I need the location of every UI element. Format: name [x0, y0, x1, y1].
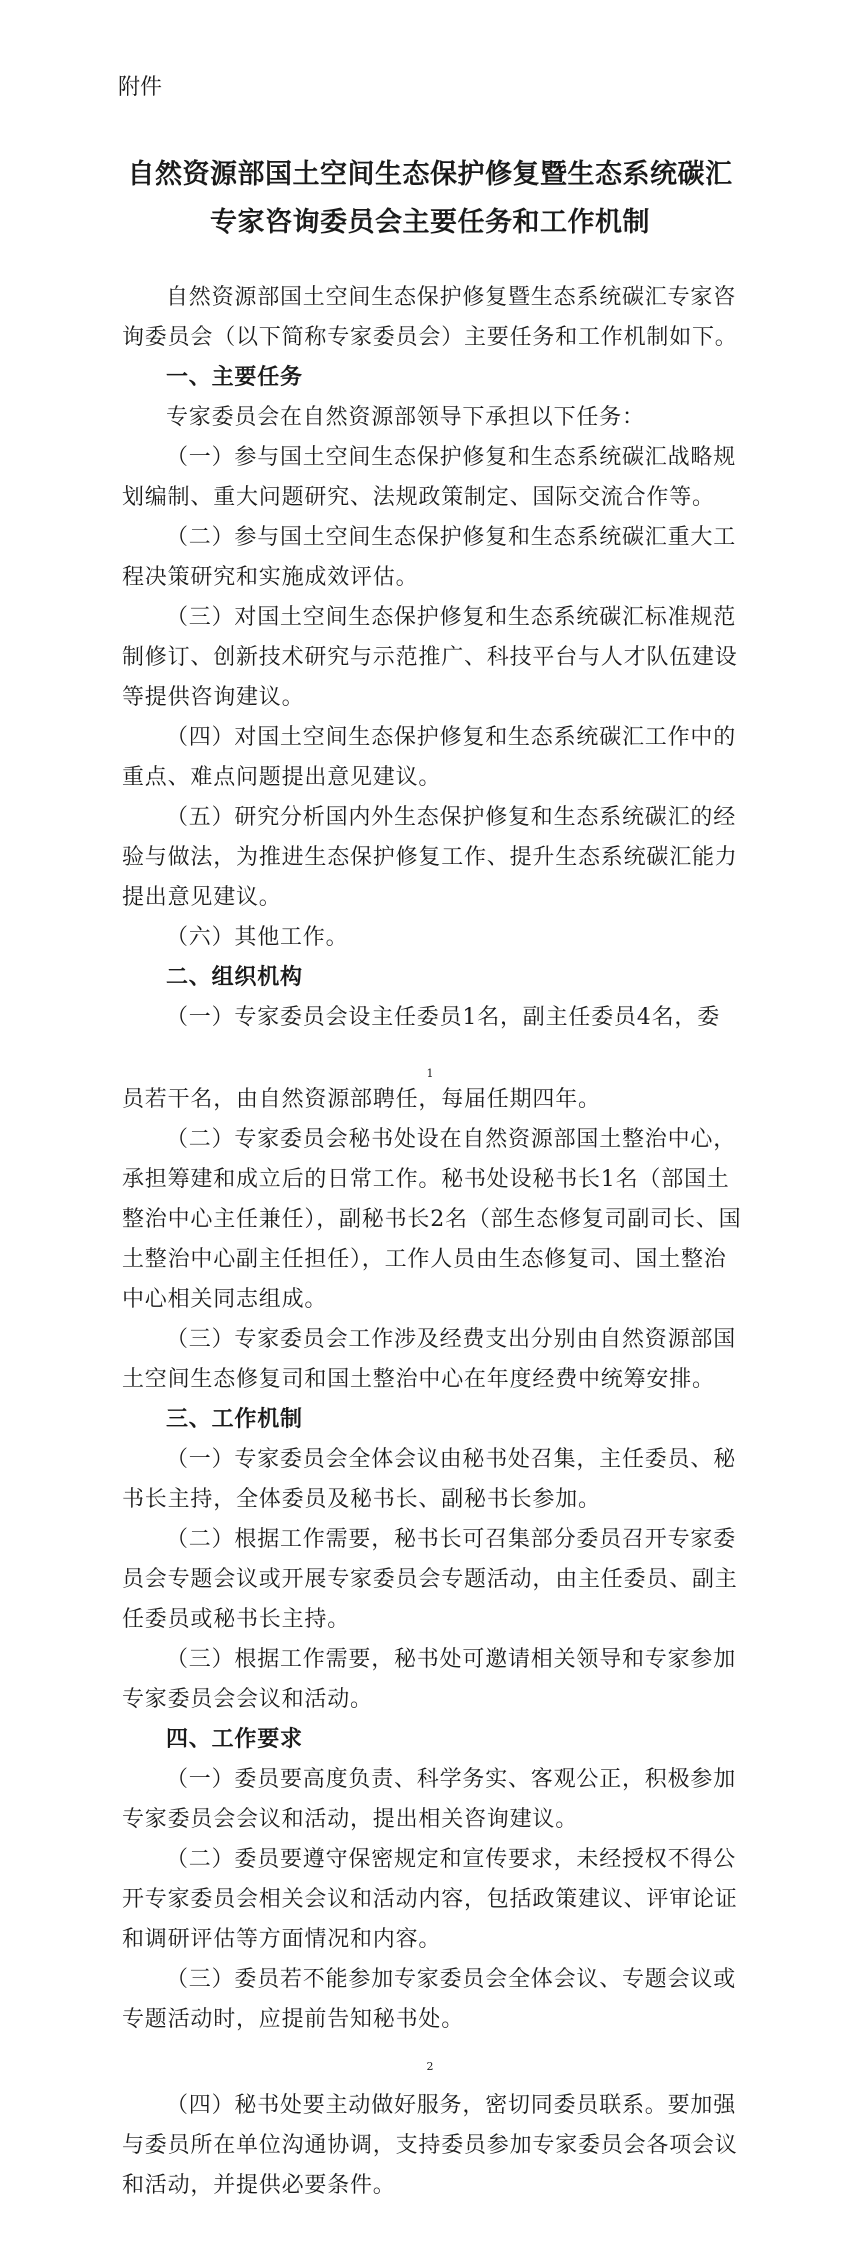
org-item-1-part2: 员若干名，由自然资源部聘任，每届任期四年。 [122, 1087, 601, 1112]
task-item-2: （二）参与国土空间生态保护修复和生态系统碳汇重大工程决策研究和实施成效评估。 [122, 525, 737, 590]
task-item-4: （四）对国土空间生态保护修复和生态系统碳汇工作中的重点、难点问题提出意见建议。 [122, 725, 737, 790]
section-heading-organization: 二、组织机构 [166, 965, 303, 990]
tasks-lead-paragraph: 专家委员会在自然资源部领导下承担以下任务： [166, 405, 645, 430]
body-page3 [122, 2086, 742, 2206]
requirement-item-2: （二）委员要遵守保密规定和宣传要求，未经授权不得公开专家委员会相关会议和活动内容，包括政策建议、评审论证和调研评估等方面情况和内容。 [122, 1847, 738, 1952]
requirement-item-3: （三）委员若不能参加专家委员会全体会议、专题会议或专题活动时，应提前告知秘书处。 [122, 1967, 737, 2032]
body-page1 [122, 278, 742, 1038]
mechanism-item-1: （一）专家委员会全体会议由秘书处召集，主任委员、秘书长主持，全体委员及秘书长、副秘书长参加。 [122, 1447, 737, 1512]
attachment-label: 附件 [118, 75, 163, 100]
mechanism-item-2: （二）根据工作需要，秘书长可召集部分委员召开专家委员会专题会议或开展专家委员会专题活动，由主任委员、副主任委员或秘书长主持。 [122, 1527, 738, 1632]
requirement-item-4: （四）秘书处要主动做好服务，密切同委员联系。要加强与委员所在单位沟通协调，支持委员参加专家委员会各项会议和活动，并提供必要条件。 [122, 2093, 738, 2198]
document-title-line2: 专家咨询委员会主要任务和工作机制 [210, 207, 650, 238]
requirement-item-1: （一）委员要高度负责、科学务实、客观公正，积极参加专家委员会会议和活动，提出相关咨询建议。 [122, 1767, 737, 1832]
mechanism-item-3: （三）根据工作需要，秘书处可邀请相关领导和专家参加专家委员会会议和活动。 [122, 1647, 737, 1712]
task-item-1: （一）参与国土空间生态保护修复和生态系统碳汇战略规划编制、重大问题研究、法规政策制定、国际交流合作等。 [122, 445, 737, 510]
org-item-2: （二）专家委员会秘书处设在自然资源部国土整治中心，承担筹建和成立后的日常工作。秘书处设秘书长1名（部国土整治中心主任兼任），副秘书长2名（部生态修复司副司长、国土整治中心副主任担任），工作人员由生态修复司、国土整治中心相关同志组成。 [122, 1127, 742, 1312]
document-title-line1: 自然资源部国土空间生态保护修复暨生态系统碳汇 [127, 159, 733, 190]
task-item-3: （三）对国土空间生态保护修复和生态系统碳汇标准规范制修订、创新技术研究与示范推广、科技平台与人才队伍建设等提供咨询建议。 [122, 605, 738, 710]
section-heading-requirements: 四、工作要求 [166, 1727, 303, 1752]
org-item-1-part1: （一）专家委员会设主任委员1名，副主任委员4名，委 [166, 1005, 720, 1030]
org-item-3: （三）专家委员会工作涉及经费支出分别由自然资源部国土空间生态修复司和国土整治中心在年度经费中统筹安排。 [122, 1327, 737, 1392]
section-heading-tasks: 一、主要任务 [166, 365, 303, 390]
task-item-5: （五）研究分析国内外生态保护修复和生态系统碳汇的经验与做法，为推进生态保护修复工作、提升生态系统碳汇能力提出意见建议。 [122, 805, 738, 910]
task-item-6: （六）其他工作。 [166, 925, 349, 950]
intro-paragraph: 自然资源部国土空间生态保护修复暨生态系统碳汇专家咨询委员会（以下简称专家委员会）主要任务和工作机制如下。 [122, 285, 738, 350]
page-number-2: 2 [426, 2060, 434, 2073]
page-number-1: 1 [426, 1067, 434, 1080]
body-page2 [122, 1080, 742, 2040]
section-heading-mechanism: 三、工作机制 [166, 1407, 303, 1432]
